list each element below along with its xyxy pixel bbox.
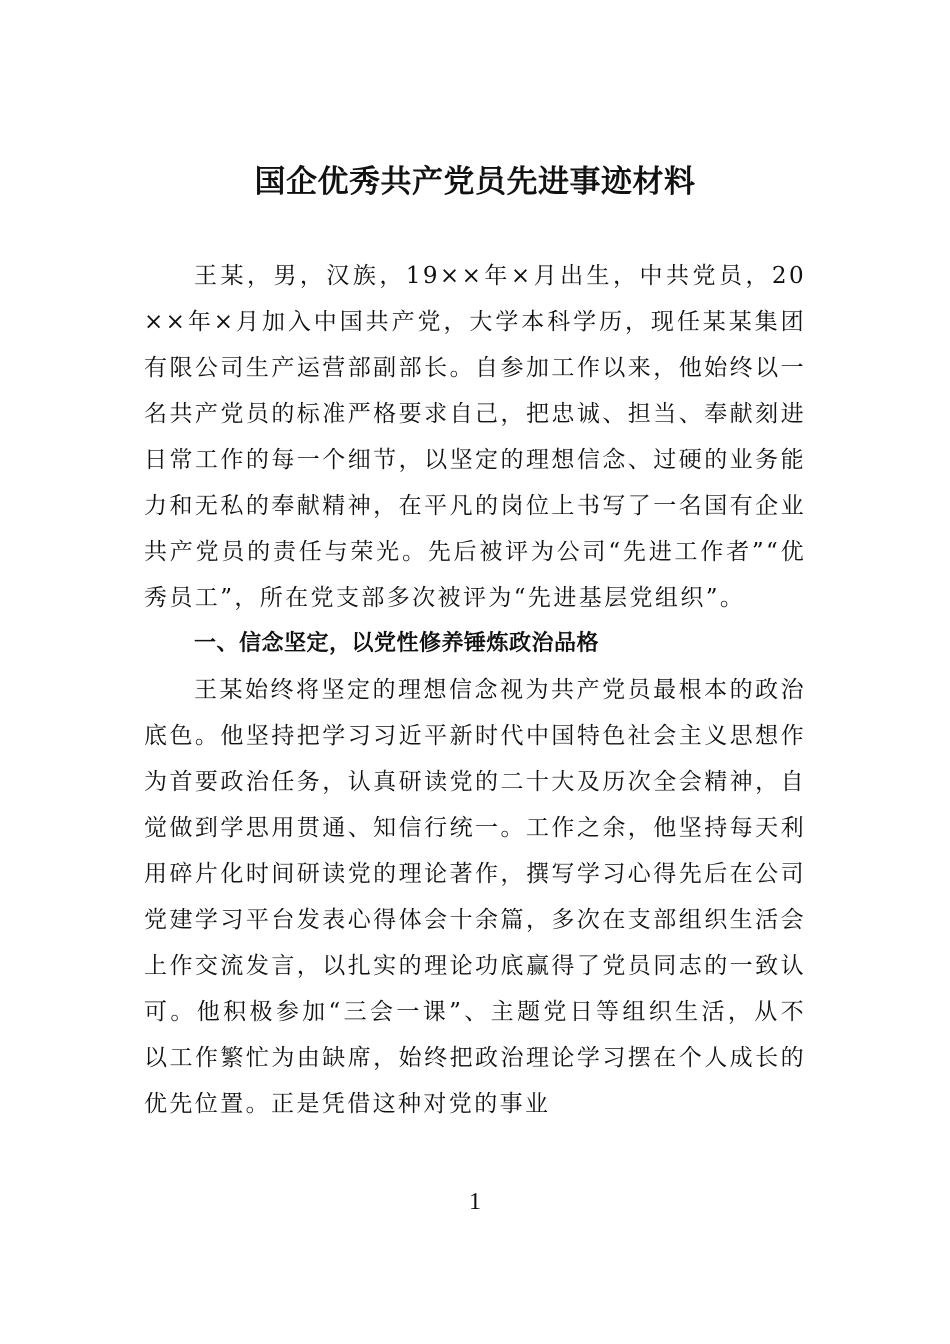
page-number: 1 [469,1189,481,1215]
document-body [144,253,806,1127]
intro-paragraph: 王某，男，汉族，19××年×月出生，中共党员，20××年×月加入中国共产党，大学本科学历，现任某某集团有限公司生产运营部副部长。自参加工作以来，他始终以一名共产党员的标准严格要求自己，把忠诚、担当、奉献刻进日常工作的每一个细节，以坚定的理想信念、过硬的业务能力和无私的奉献精神，在平凡的岗位上书写了一名国有企业共产党员的责任与荣光。先后被评为公司“先进工作者”“优秀员工”，所在党支部多次被评为“先进基层党组织”。 [144,263,806,611]
section-paragraph: 王某始终将坚定的理想信念视为共产党员最根本的政治底色。他坚持把学习习近平新时代中国特色社会主义思想作为首要政治任务，认真研读党的二十大及历次全会精神，自觉做到学思用贯通、知信行统一。工作之余，他坚持每天利用碎片化时间研读党的理论著作，撰写学习心得先后在公司党建学习平台发表心得体会十余篇，多次在支部组织生活会上作交流发言，以扎实的理论功底赢得了党员同志的一致认可。他积极参加“三会一课”、主题党日等组织生活，从不以工作繁忙为由缺席，始终把政治理论学习摆在个人成长的优先位置。正是凭借这种对党的事业 [144,677,806,1117]
section-heading: 一、信念坚定，以党性修养锤炼政治品格 [194,631,600,656]
document-title: 国企优秀共产党员先进事迹材料 [254,164,696,200]
